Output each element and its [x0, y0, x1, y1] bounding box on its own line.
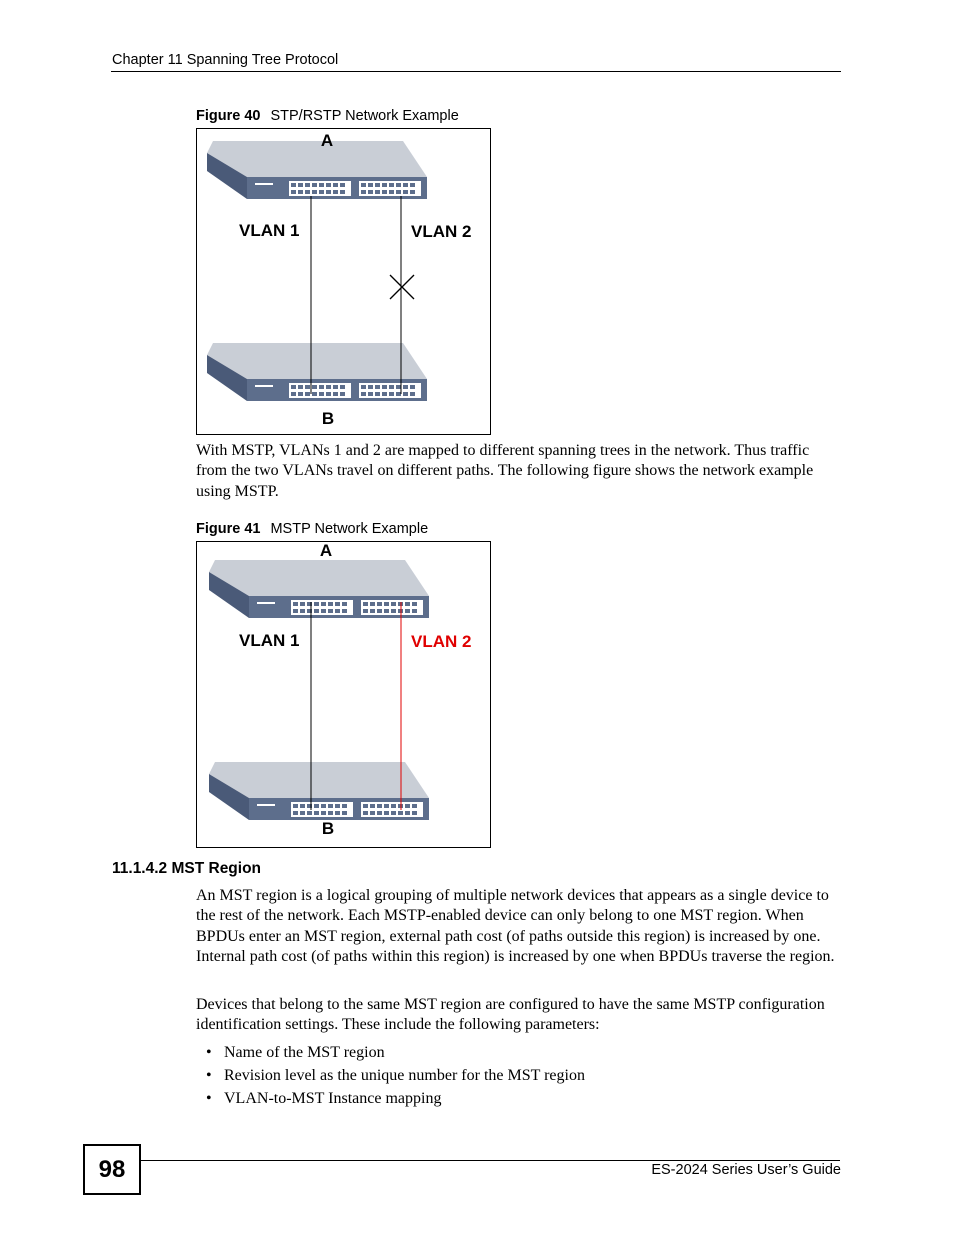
footer-divider — [140, 1160, 840, 1161]
figure-40-diagram — [196, 128, 491, 435]
header-divider — [111, 71, 841, 72]
list-item: • Revision level as the unique number for the MST region — [206, 1067, 585, 1084]
figure-41-number: Figure 41 — [196, 521, 261, 537]
page-number: 98 — [83, 1144, 141, 1195]
switch-a-icon — [209, 560, 429, 618]
guide-title: ES-2024 Series User’s Guide — [651, 1162, 841, 1178]
switch-b-label: B — [321, 409, 335, 428]
chapter-header: Chapter 11 Spanning Tree Protocol — [112, 52, 339, 68]
mst-region-paragraph: An MST region is a logical grouping of multiple network devices that appears as a single device to the rest of the network. Each MSTP-enabled device can only belong to one MST region. When BPDUs enter an MST region, external path cost (of paths outside this region) is increased by one. Internal path cost (of paths within this region) is increased by one when BPDUs traverse the region. — [196, 887, 835, 965]
section-heading: 11.1.4.2 MST Region — [112, 860, 262, 877]
mst-config-paragraph: Devices that belong to the same MST region are configured to have the same MSTP configuration identification settings. These include the following parameters: — [196, 996, 825, 1034]
switch-a-label: A — [320, 131, 334, 150]
figure-41-diagram — [196, 541, 491, 848]
vlan2-label: VLAN 2 — [411, 222, 472, 241]
switch-a-icon — [207, 141, 427, 199]
switch-b-icon — [209, 762, 429, 820]
vlan2-label: VLAN 2 — [411, 632, 472, 651]
bullet-icon: • — [206, 1067, 212, 1084]
vlan1-label: VLAN 1 — [239, 221, 300, 240]
figure-40-caption — [196, 108, 459, 124]
figure-40-title: STP/RSTP Network Example — [270, 108, 459, 124]
switch-b-icon — [207, 343, 427, 401]
bullet-icon: • — [206, 1090, 212, 1107]
bullet-icon: • — [206, 1044, 212, 1061]
list-item: • VLAN-to-MST Instance mapping — [206, 1090, 442, 1107]
switch-b-label: B — [321, 819, 335, 838]
parameter-list — [206, 1043, 585, 1112]
figure-41-caption — [196, 521, 428, 537]
mstp-paragraph: With MSTP, VLANs 1 and 2 are mapped to different spanning trees in the network. Thus traffic from the two VLANs travel on different paths. The following figure shows the network example using MSTP. — [196, 442, 814, 500]
figure-40-number: Figure 40 — [196, 108, 261, 124]
list-item: • Name of the MST region — [206, 1044, 385, 1061]
switch-a-label: A — [319, 542, 333, 560]
vlan1-label: VLAN 1 — [239, 631, 300, 650]
figure-41-title: MSTP Network Example — [270, 521, 429, 537]
